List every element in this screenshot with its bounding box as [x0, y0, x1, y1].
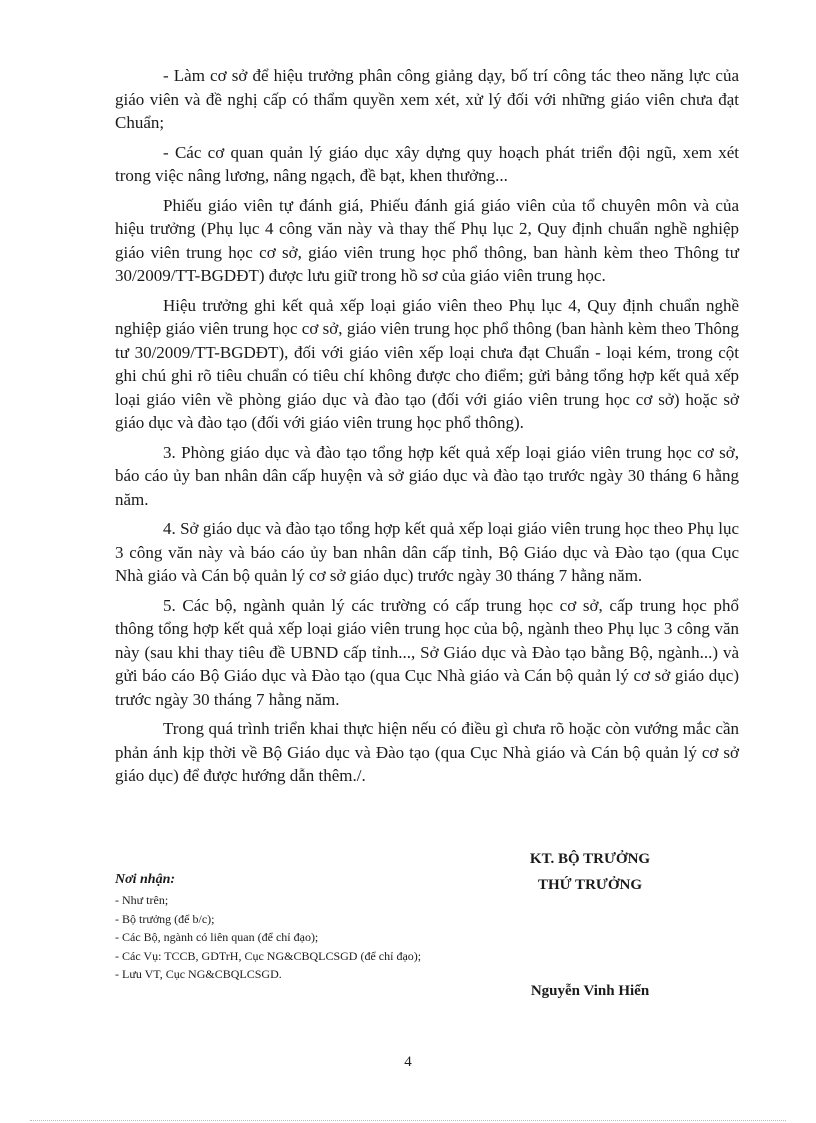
list-item: - Các Vụ: TCCB, GDTrH, Cục NG&CBQLCSGD (để chỉ đạo); — [115, 948, 422, 963]
paragraph: 3. Phòng giáo dục và đào tạo tổng hợp kết quả xếp loại giáo viên trung học cơ sở, báo cáo ủy ban nhân dân cấp huyện và sở giáo dục và đào tạo trước ngày 30 tháng 6 hằng năm. — [115, 442, 739, 509]
list-item: - Các Bộ, ngành có liên quan (để chỉ đạo); — [115, 930, 319, 944]
list-item: - Bộ trưởng (để b/c); — [115, 911, 215, 926]
signature-title: KT. BỘ TRƯỞNG — [529, 851, 651, 867]
signer-name: Nguyễn Vinh Hiển — [530, 983, 650, 999]
list-item: - Lưu VT, Cục NG&CBQLCSGD. — [115, 967, 282, 981]
page-number: 4 — [404, 1054, 412, 1070]
paragraph: Hiệu trưởng ghi kết quả xếp loại giáo viên theo Phụ lục 4, Quy định chuẩn nghề nghiệp giáo viên trung học cơ sở, giáo viên trung học phổ thông (ban hành kèm theo Thông tư 30/2009/TT-BGDĐT), đối với giáo viên xếp loại chưa đạt Chuẩn - loại kém, trong cột ghi chú ghi rõ tiêu chuẩn có tiêu chí không được cho điểm; gửi bảng tổng hợp kết quả xếp loại giáo viên về phòng giáo dục và đào tạo (đối với giáo viên trung học cơ sở) hoặc sở giáo dục và đào tạo (đối với giáo viên trung học phổ thông). — [115, 295, 739, 432]
recipients-title: Nơi nhận: — [115, 872, 176, 887]
signature-block — [495, 846, 685, 898]
document-body — [115, 64, 739, 794]
paragraph: - Làm cơ sở để hiệu trưởng phân công giảng dạy, bố trí công tác theo năng lực của giáo viên và đề nghị cấp có thẩm quyền xem xét, xử lý đối với những giáo viên chưa đạt Chuẩn; — [115, 66, 739, 132]
paragraph: 5. Các bộ, ngành quản lý các trường có cấp trung học cơ sở, cấp trung học phổ thông tổng hợp kết quả xếp loại giáo viên trung học của bộ, ngành theo Phụ lục 3 công văn này (sau khi thay tiêu đề UBND cấp tỉnh..., Sở Giáo dục và Đào tạo bằng Bộ, ngành...) và gửi báo cáo Bộ Giáo dục và Đào tạo (qua Cục Nhà giáo và Cán bộ quản lý cơ sở giáo dục) trước ngày 30 tháng 7 hằng năm. — [115, 595, 739, 709]
paragraph: 4. Sở giáo dục và đào tạo tổng hợp kết quả xếp loại giáo viên trung học theo Phụ lục 3 công văn này và báo cáo ủy ban nhân dân cấp tỉnh, Bộ Giáo dục và Đào tạo (qua Cục Nhà giáo và Cán bộ quản lý cơ sở giáo dục) trước ngày 30 tháng 7 hằng năm. — [115, 519, 739, 585]
page-divider — [30, 1120, 786, 1121]
list-item: - Như trên; — [115, 893, 169, 907]
paragraph: Phiếu giáo viên tự đánh giá, Phiếu đánh giá giáo viên của tổ chuyên môn và của hiệu trưởng (Phụ lục 4 công văn này và thay thế Phụ lục 2, Quy định chuẩn nghề nghiệp giáo viên trung học cơ sở, giáo viên trung học phổ thông, ban hành kèm theo Thông tư 30/2009/TT-BGDĐT) được lưu giữ trong hồ sơ của giáo viên trung học. — [115, 195, 739, 285]
paragraph: - Các cơ quan quản lý giáo dục xây dựng quy hoạch phát triển đội ngũ, xem xét trong việc nâng lương, nâng ngạch, đề bạt, khen thưởng... — [115, 142, 739, 185]
recipients-list — [115, 891, 455, 984]
signature-subtitle: THỨ TRƯỞNG — [537, 877, 643, 893]
paragraph: Trong quá trình triển khai thực hiện nếu có điều gì chưa rõ hoặc còn vướng mắc cần phản ánh kịp thời về Bộ Giáo dục và Đào tạo (qua Cục Nhà giáo và Cán bộ quản lý cơ sở giáo dục) để được hướng dẫn thêm./. — [115, 719, 739, 785]
recipients-block — [115, 872, 455, 984]
